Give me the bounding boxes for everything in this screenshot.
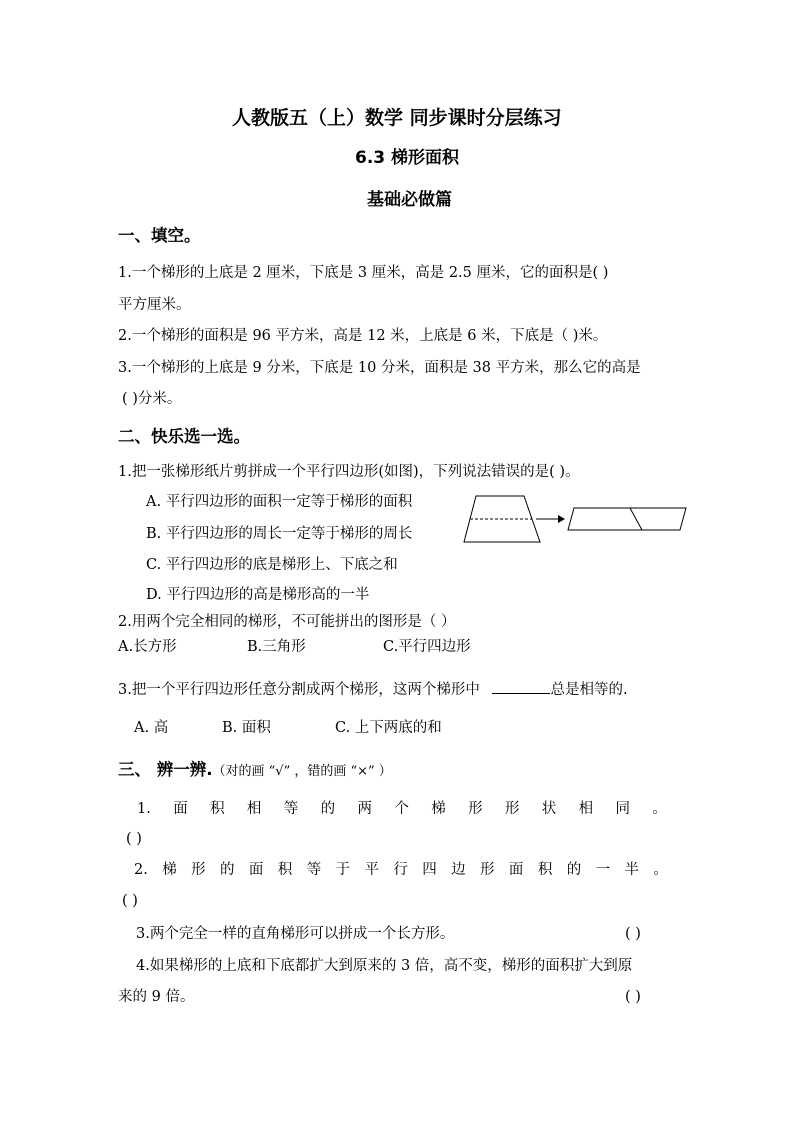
s3-q1-char: 梯 — [431, 801, 446, 817]
s3-q1-char: 同 — [615, 801, 631, 817]
s1-q1-line2: 平方厘米。 — [118, 297, 191, 313]
s3-q2-char: 的 — [220, 862, 235, 878]
s3-q4-line2: 来的 9 倍。 — [118, 989, 195, 1005]
s3-q1-char: 积 — [210, 801, 225, 817]
s3-q3-paren: ( ) — [625, 926, 641, 942]
s2-q2-option-b: B.三角形 — [247, 639, 306, 655]
arrow-head — [558, 515, 565, 523]
s1-q1-line1: 1.一个梯形的上底是 2 厘米，下底是 3 厘米，高是 2.5 厘米，它的面积是( ) — [118, 265, 609, 281]
s2-q1: 1.把一张梯形纸片剪拼成一个平行四边形(如图)，下列说法错误的是( )。 — [118, 464, 580, 480]
s3-q2-char: 2. — [134, 862, 148, 878]
s3-q2-char: 面 — [248, 862, 264, 878]
s3-q2-char: 于 — [335, 862, 351, 878]
s3-q1-char: 状 — [541, 801, 557, 817]
parallelogram-shape — [568, 508, 686, 530]
s1-q3-line2: ( )分米。 — [122, 391, 182, 407]
s2-q3-prefix: 3.把一个平行四边形任意分割成两个梯形，这两个梯形中 — [118, 682, 480, 698]
s3-q2-char: 积 — [537, 862, 553, 878]
parallelogram-cut-line — [630, 508, 642, 530]
s3-q4-paren: ( ) — [625, 989, 641, 1005]
s2-q3-option-b: B. 面积 — [222, 720, 271, 736]
s3-q1-paren: ( ) — [126, 831, 142, 847]
s3-q1-char: 两 — [357, 801, 372, 817]
s3-q2-char: 面 — [508, 862, 524, 878]
s3-q1-char: 。 — [652, 801, 667, 817]
s3-q2-char: 。 — [653, 862, 668, 878]
s2-q3-suffix: 总是相等的. — [550, 682, 628, 698]
s3-q1-char: 面 — [173, 801, 188, 817]
s3-q1-char: 形 — [468, 801, 483, 817]
s3-q2-char: 平 — [364, 862, 379, 878]
trapezoid-parallelogram-figure — [462, 490, 690, 546]
s1-q3-line1: 3.一个梯形的上底是 9 分米，下底是 10 分米，面积是 38 平方米，那么它的高是 — [118, 360, 641, 376]
s3-q1-char: 形 — [504, 801, 520, 817]
s3-q2-char: 梯 — [162, 862, 177, 878]
page-title: 人教版五（上）数学 同步课时分层练习 — [232, 107, 562, 129]
s3-q1-char: 相 — [246, 801, 262, 817]
s3-q1-char: 个 — [394, 801, 409, 817]
s3-q1-char: 相 — [578, 801, 594, 817]
s3-q2-char: 半 — [624, 862, 639, 878]
s2-q1-option-d: D. 平行四边形的高是梯形高的一半 — [146, 587, 370, 603]
s3-q1-char: 等 — [283, 801, 299, 817]
s3-q2-paren: ( ) — [122, 893, 138, 909]
s2-q1-option-c: C. 平行四边形的底是梯形上、下底之和 — [146, 557, 398, 573]
s3-q2-char: 的 — [566, 862, 582, 878]
section1-heading: 一、填空。 — [118, 226, 201, 245]
s3-q2-char: 积 — [277, 862, 293, 878]
lesson-title: 6.3 梯形面积 — [355, 148, 460, 168]
s3-q1-row — [137, 799, 667, 819]
section3-heading — [118, 760, 392, 782]
s2-q2-option-a: A.长方形 — [118, 639, 177, 655]
s3-q2-char: 四 — [422, 862, 437, 878]
section3-note: （对的画 “√” ，错的画 “×” ） — [212, 764, 392, 779]
s3-q2-char: 等 — [306, 862, 322, 878]
s2-q1-option-a: A. 平行四边形的面积一定等于梯形的面积 — [146, 494, 413, 510]
s3-q2-char: 形 — [480, 862, 495, 878]
s3-q1-char: 的 — [320, 801, 336, 817]
s2-q3 — [118, 679, 628, 700]
s3-q1-char: 1. — [137, 801, 151, 817]
level-title: 基础必做篇 — [367, 190, 452, 210]
s3-q2-char: 边 — [451, 862, 466, 878]
s2-q3-option-a: A. 高 — [134, 720, 169, 736]
s3-q2-row — [134, 860, 668, 880]
s3-q2-char: 形 — [191, 862, 206, 878]
section2-heading: 二、快乐选一选。 — [118, 427, 250, 446]
s2-q2-option-c: C.平行四边形 — [383, 639, 471, 655]
s2-q2: 2.用两个完全相同的梯形，不可能拼出的图形是（ ） — [118, 614, 456, 630]
s2-q3-blank — [492, 679, 550, 694]
s2-q3-option-c: C. 上下两底的和 — [335, 720, 442, 736]
s1-q2: 2.一个梯形的面积是 96 平方米，高是 12 米，上底是 6 米，下底是（ )米。 — [118, 328, 608, 344]
s2-q1-option-b: B. 平行四边形的周长一定等于梯形的周长 — [146, 526, 413, 542]
s3-q2-char: 一 — [595, 862, 611, 878]
s3-q3: 3.两个完全一样的直角梯形可以拼成一个长方形。 — [136, 926, 455, 942]
s3-q4-line1: 4.如果梯形的上底和下底都扩大到原来的 3 倍，高不变，梯形的面积扩大到原 — [136, 958, 633, 974]
section3-heading-text: 三、 辨一辨. — [118, 760, 213, 779]
s3-q2-char: 行 — [393, 862, 408, 878]
